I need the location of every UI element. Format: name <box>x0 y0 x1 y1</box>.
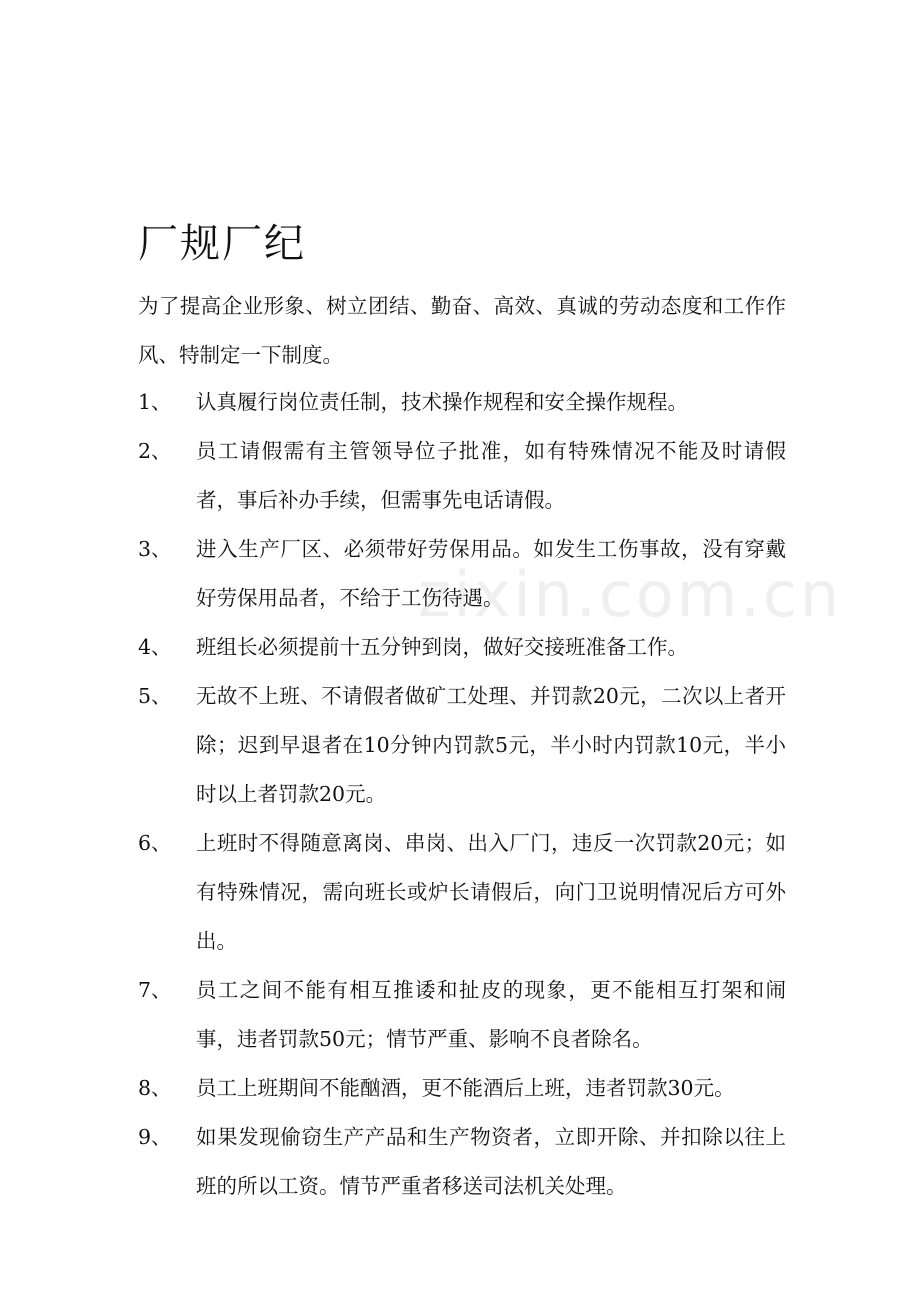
item-text: 如果发现偷窃生产产品和生产物资者，立即开除、并扣除以往上班的所以工资。情节严重者移送司法机关处理。 <box>196 1125 786 1198</box>
item-text: 班组长必须提前十五分钟到岗，做好交接班准备工作。 <box>196 635 688 659</box>
list-item <box>138 672 786 819</box>
item-number: 9、 <box>138 1125 172 1149</box>
item-text: 认真履行岗位责任制，技术操作规程和安全操作规程。 <box>196 390 688 414</box>
item-number: 8、 <box>138 1076 172 1100</box>
item-text: 进入生产厂区、必须带好劳保用品。如发生工伤事故，没有穿戴好劳保用品者，不给于工伤待遇。 <box>196 537 786 610</box>
item-number: 6、 <box>138 831 172 855</box>
document-title: 厂规厂纪 <box>138 221 306 267</box>
item-text: 上班时不得随意离岗、串岗、出入厂门，违反一次罚款20元；如有特殊情况，需向班长或炉长请假后，向门卫说明情况后方可外出。 <box>196 831 786 953</box>
item-text: 员工上班期间不能酗酒，更不能酒后上班，违者罚款30元。 <box>196 1076 735 1100</box>
list-item <box>138 1113 786 1211</box>
list-item <box>138 1064 786 1113</box>
list-item <box>138 966 786 1064</box>
list-item <box>138 378 786 427</box>
list-item <box>138 819 786 966</box>
item-text: 员工请假需有主管领导位子批准，如有特殊情况不能及时请假者，事后补办手续，但需事先电话请假。 <box>196 439 786 512</box>
item-number: 3、 <box>138 537 172 561</box>
item-number: 5、 <box>138 684 172 708</box>
item-number: 1、 <box>138 390 172 414</box>
list-item <box>138 623 786 672</box>
item-number: 2、 <box>138 439 172 463</box>
list-item <box>138 427 786 525</box>
item-number: 4、 <box>138 635 172 659</box>
item-text: 员工之间不能有相互推诿和扯皮的现象，更不能相互打架和闹事，违者罚款50元；情节严重、影响不良者除名。 <box>196 978 786 1051</box>
intro-paragraph: 为了提高企业形象、树立团结、勤奋、高效、真诚的劳动态度和工作作风、特制定一下制度。 <box>138 294 786 367</box>
watermark: zixin.com.cn <box>418 558 843 631</box>
item-number: 7、 <box>138 978 172 1002</box>
rules-list <box>138 378 786 1211</box>
list-item <box>138 525 786 623</box>
item-text: 无故不上班、不请假者做矿工处理、并罚款20元，二次以上者开除；迟到早退者在10分钟内罚款5元，半小时内罚款10元，半小时以上者罚款20元。 <box>196 684 786 806</box>
